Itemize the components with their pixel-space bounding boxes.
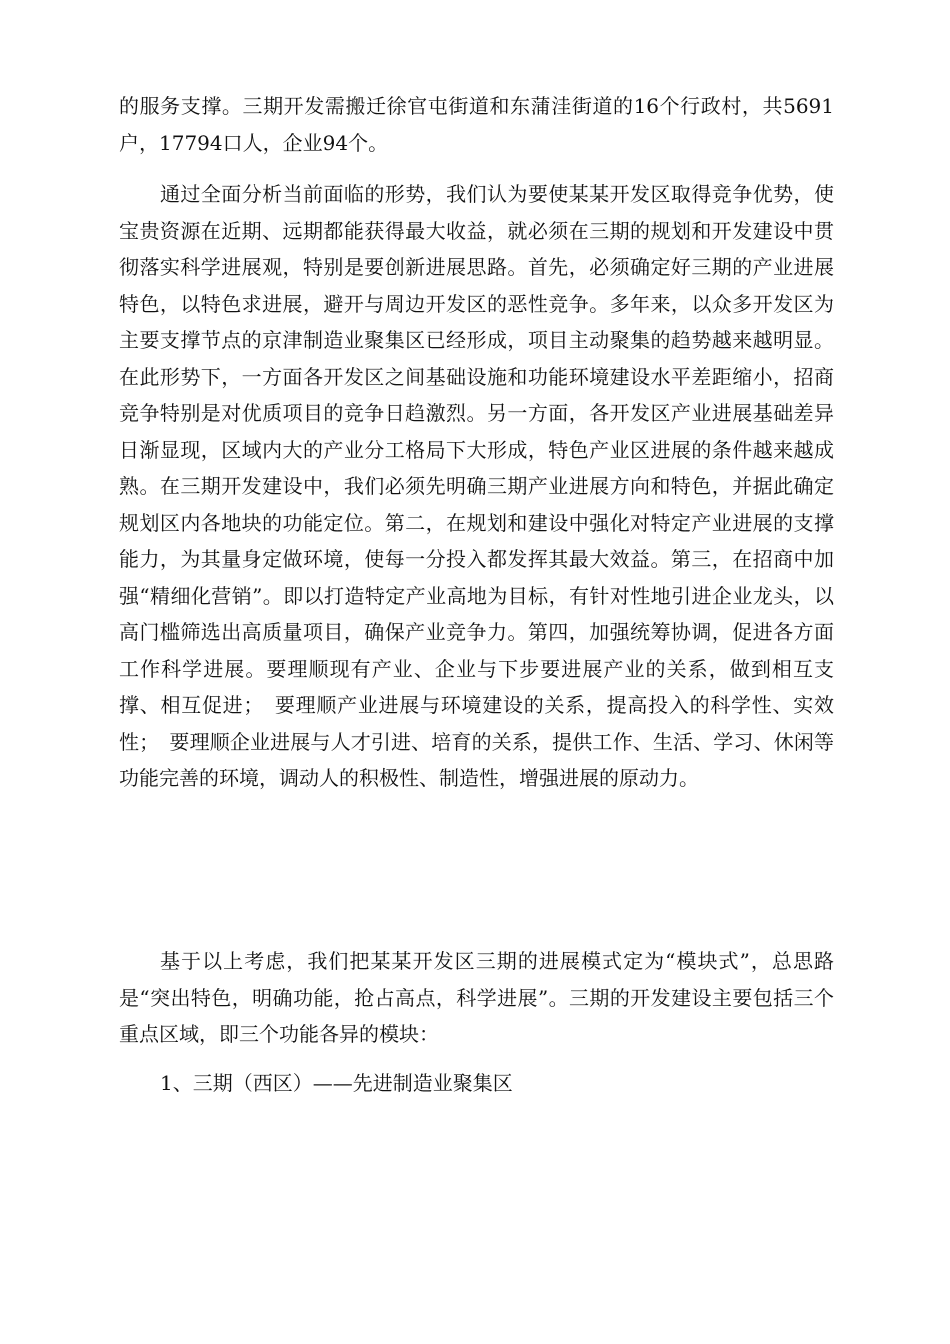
paragraph-continuation: 的服务支撑。三期开发需搬迁徐官屯街道和东蒲洼街道的16个行政村，共5691户，17794口人，企业94个。 <box>119 94 834 155</box>
paragraph-development-mode: 基于以上考虑，我们把某某开发区三期的进展模式定为“模块式”，总思路是“突出特色，明确功能，抢占高点，科学进展”。三期的开发建设主要包括三个重点区域，即三个功能各异的模块： <box>119 949 834 1046</box>
paragraph-analysis: 通过全面分析当前面临的形势，我们认为要使某某开发区取得竞争优势，使宝贵资源在近期、远期都能获得最大收益，就必须在三期的规划和开发建设中贯彻落实科学进展观，特别是要创新进展思路。首先，必须确定好三期的产业进展特色，以特色求进展，避开与周边开发区的恶性竞争。多年来，以众多开发区为主要支撑节点的京津制造业聚集区已经形成，项目主动聚集的趋势越来越明显。在此形势下，一方面各开发区之间基础设施和功能环境建设水平差距缩小，招商竞争特别是对优质项目的竞争日趋激烈。另一方面，各开发区产业进展基础差异日渐显现，区域内大的产业分工格局下大形成，特色产业区进展的条件越来越成熟。在三期开发建设中，我们必须先明确三期产业进展方向和特色，并据此确定规划区内各地块的功能定位。第二，在规划和建设中强化对特定产业进展的支撑能力，为其量身定做环境，使每一分投入都发挥其最大效益。第三，在招商中加强“精细化营销”。即以打造特定产业高地为目标，有针对性地引进企业龙头，以高门槛筛选出高质量项目，确保产业竞争力。第四，加强统筹协调，促进各方面工作科学进展。要理顺现有产业、企业与下步要进展产业的关系，做到相互支撑、相互促进； 要理顺产业进展与环境建设的关系，提高投入的科学性、实效性； 要理顺企业进展与人才引进、培育的关系，提供工作、生活、学习、休闲等功能完善的环境，调动人的积极性、制造性，增强进展的原动力。 <box>119 182 834 790</box>
section-heading-west-zone: 1、三期（西区）——先进制造业聚集区 <box>160 1071 513 1095</box>
